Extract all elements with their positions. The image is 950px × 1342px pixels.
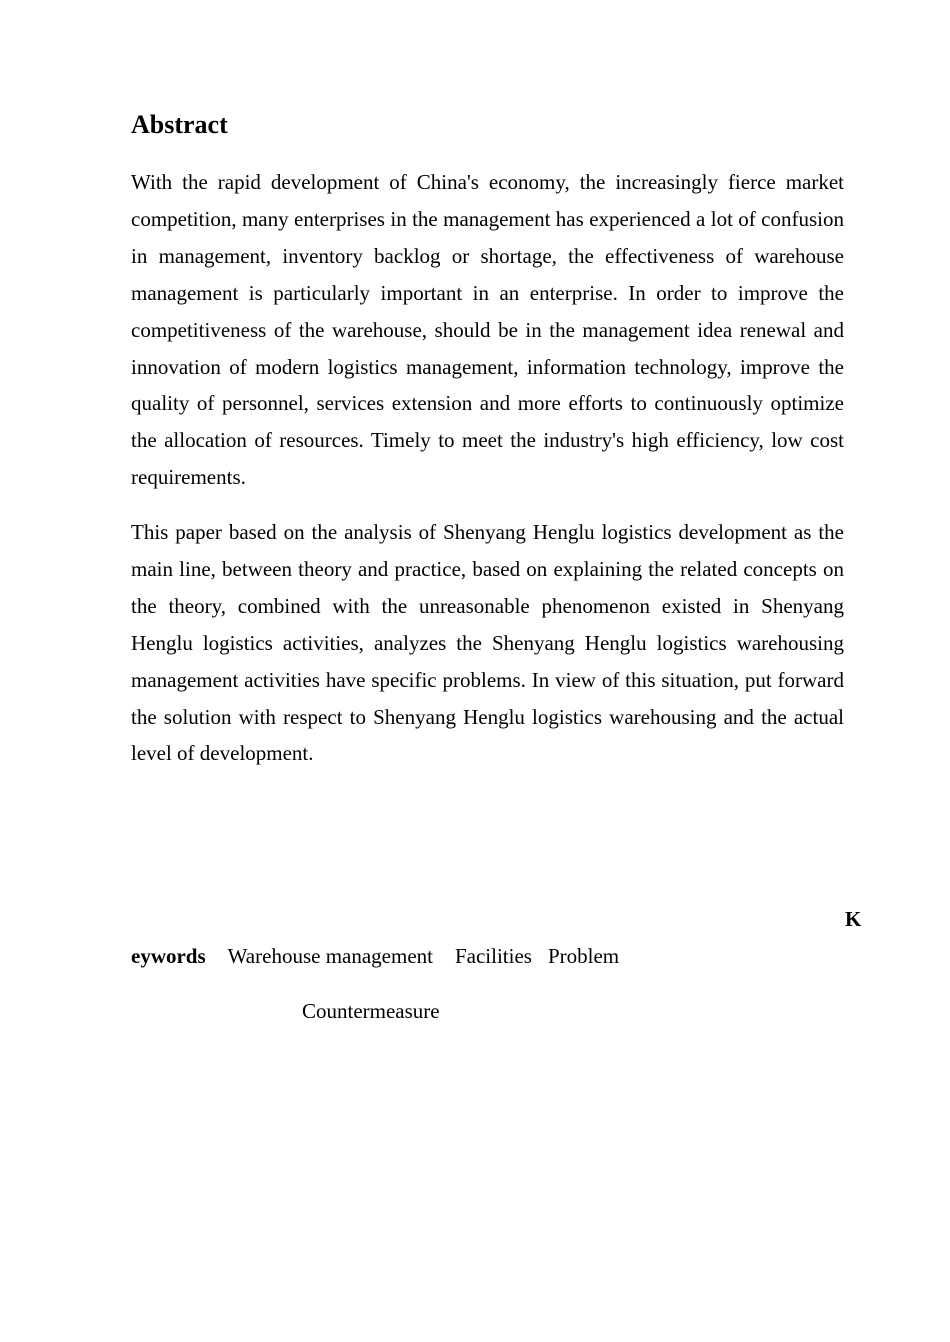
- keyword-item: Problem: [547, 944, 620, 968]
- keyword-item: Warehouse management: [227, 944, 433, 968]
- abstract-heading: Abstract: [131, 110, 228, 139]
- abstract-paragraph-1: With the rapid development of China's economy, the increasingly fierce market competition, many enterprises in the management has experienced a lot of confusion in management, inventory backlog or shortage, the effectiveness of warehouse management is particularly important in an enterprise. In order to improve the competitiveness of the warehouse, should be in the management idea renewal and innovation of modern logistics management, information technology, improve the quality of personnel, services extension and more efforts to continuously optimize the allocation of resources. Timely to meet the industry's high efficiency, low cost requirements.: [131, 170, 844, 490]
- keywords-label: eywords: [131, 944, 206, 968]
- keywords-line: [131, 942, 619, 970]
- abstract-paragraph-2: This paper based on the analysis of Shenyang Henglu logistics development as the main line, between theory and practice, based on explaining the related concepts on the theory, combined with the unreasonable phenomenon existed in Shenyang Henglu logistics activities, analyzes the Shenyang Henglu logistics warehousing management activities have specific problems. In view of this situation, put forward the solution with respect to Shenyang Henglu logistics warehousing and the actual level of development.: [131, 520, 844, 766]
- keyword-item: Facilities: [454, 944, 532, 968]
- keywords-label-initial: K: [845, 907, 862, 931]
- keyword-item: Countermeasure: [302, 999, 440, 1023]
